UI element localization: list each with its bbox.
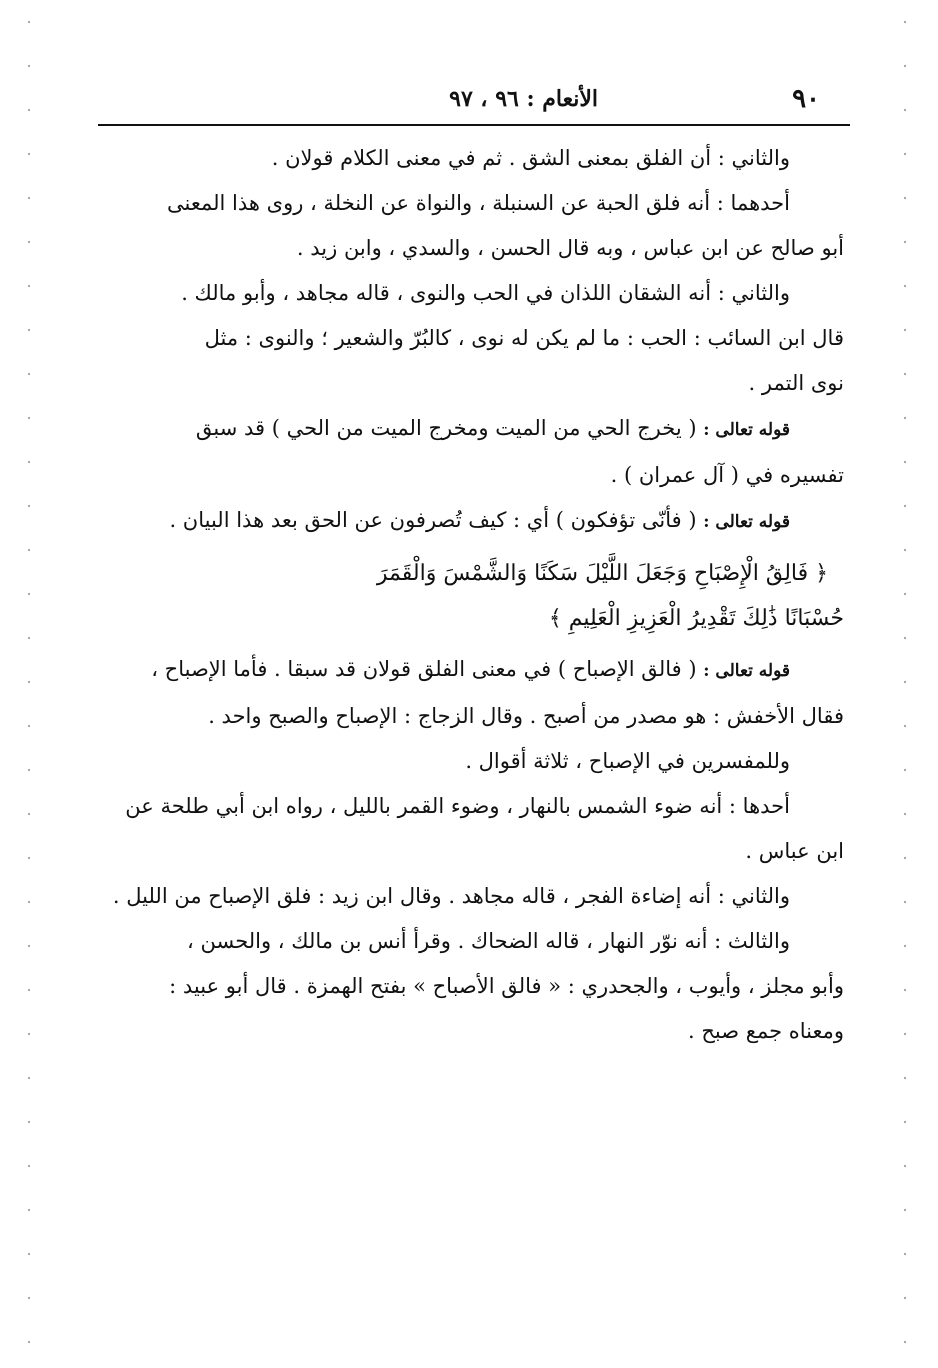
- body-text: [108, 136, 844, 1054]
- scan-margin-dots-right: [902, 0, 908, 1368]
- page-header: [98, 82, 848, 122]
- text-line: أحدها : أنه ضوء الشمس بالنهار ، وضوء القمر بالليل ، رواه ابن أبي طلحة عن: [125, 794, 790, 818]
- quran-verse-line: ﴿ فَالِقُ الْإِصْبَاحِ وَجَعَلَ اللَّيْلَ سَكَنًا وَالشَّمْسَ وَالْقَمَرَ: [376, 561, 828, 586]
- page-number: ٩٠: [792, 84, 820, 114]
- line-text: ( فأنّى تؤفكون ) أي : كيف تُصرفون عن الحق بعد هذا البيان .: [169, 508, 697, 532]
- text-line: فقال الأخفش : هو مصدر من أصبح . وقال الزجاج : الإصباح والصبح واحد .: [208, 704, 844, 728]
- scan-margin-dots-left: [26, 0, 32, 1368]
- header-rule: [98, 124, 850, 126]
- lead-label: قوله تعالى :: [703, 512, 790, 532]
- text-line: أحدهما : أنه فلق الحبة عن السنبلة ، والنواة عن النخلة ، روى هذا المعنى: [167, 191, 790, 215]
- lead-label: قوله تعالى :: [703, 661, 790, 681]
- text-line: ومعناه جمع صبح .: [688, 1019, 844, 1043]
- text-line: والثالث : أنه نوّر النهار ، قاله الضحاك . وقرأ أنس بن مالك ، والحسن ،: [187, 929, 790, 953]
- lead-label: قوله تعالى :: [703, 420, 790, 440]
- text-line: وأبو مجلز ، وأيوب ، والجحدري : « فالق الأصباح » بفتح الهمزة . قال أبو عبيد :: [169, 974, 844, 998]
- text-line: تفسيره في ( آل عمران ) .: [610, 463, 844, 487]
- line-text: ( فالق الإصباح ) في معنى الفلق قولان قد سبقا . فأما الإصباح ،: [151, 657, 697, 681]
- running-head: الأنعام : ٩٦ ، ٩٧: [449, 86, 598, 112]
- text-line: نوى التمر .: [748, 371, 844, 395]
- text-line: [108, 406, 844, 453]
- quran-verse-line: حُسْبَانًا ذَٰلِكَ تَقْدِيرُ الْعَزِيزِ الْعَلِيمِ ﴾: [548, 606, 844, 631]
- text-line: والثاني : أن الفلق بمعنى الشق . ثم في معنى الكلام قولان .: [271, 146, 790, 170]
- text-line: وللمفسرين في الإصباح ، ثلاثة أقوال .: [465, 749, 790, 773]
- text-line: قال ابن السائب : الحب : ما لم يكن له نوى ، كالبُرّ والشعير ؛ والنوى : مثل: [204, 326, 844, 350]
- text-line: [108, 498, 844, 545]
- line-text: ( يخرج الحي من الميت ومخرج الميت من الحي ) قد سبق: [195, 416, 697, 440]
- text-line: والثاني : أنه إضاءة الفجر ، قاله مجاهد . وقال ابن زيد : فلق الإصباح من الليل .: [112, 884, 790, 908]
- text-line: والثاني : أنه الشقان اللذان في الحب والنوى ، قاله مجاهد ، وأبو مالك .: [181, 281, 790, 305]
- text-line: ابن عباس .: [745, 839, 844, 863]
- text-line: أبو صالح عن ابن عباس ، وبه قال الحسن ، والسدي ، وابن زيد .: [296, 236, 844, 260]
- text-line: [108, 647, 844, 694]
